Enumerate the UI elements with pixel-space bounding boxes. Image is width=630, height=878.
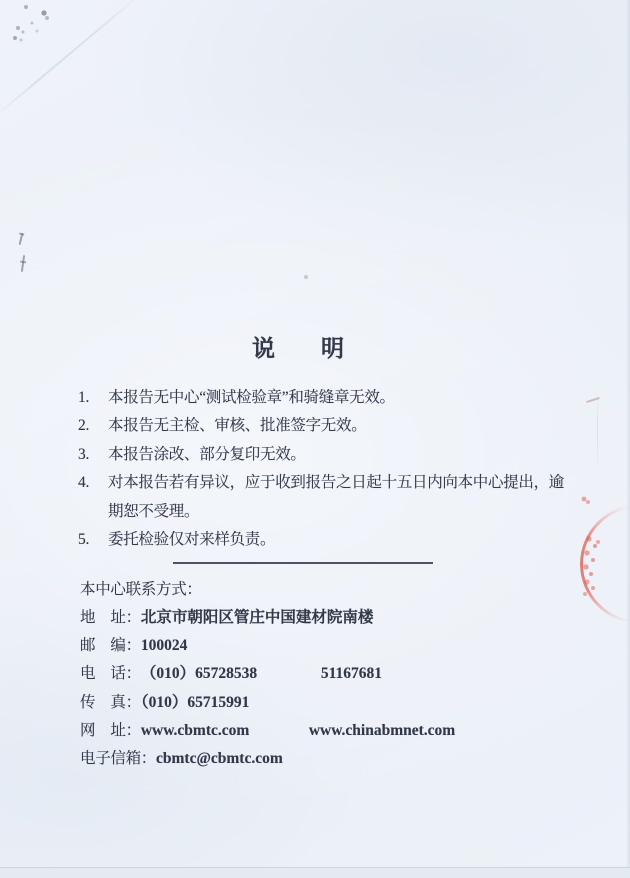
note-item-4 [78,469,572,526]
note-number: 4. [78,474,90,492]
contact-label: 电子信箱： [80,749,157,767]
note-text: 对本报告若有异议，应于收到报告之日起十五日内向本中心提出，逾期恕不受理。 [108,474,565,520]
divider-line [173,562,433,564]
contact-label: 电 话： [80,665,141,683]
contact-row-postcode [80,632,580,660]
contact-value-secondary: www.chinabmnet.com [308,721,456,739]
notes-list [78,384,572,554]
note-text: 本报告无主检、审核、批准签字无效。 [108,417,367,435]
paper-crease-top-left [0,0,145,118]
red-seal-stamp-glyphs [0,0,2,2]
contact-heading: 本中心联系方式： [80,581,202,598]
contact-label: 邮 编： [80,637,141,655]
note-number: 5. [78,531,90,549]
contact-label: 地 址： [80,609,141,626]
contact-value: www.cbmtc.com [140,721,250,739]
paper-edge-bottom [0,867,630,878]
title-char-2: 明 [321,336,344,361]
note-number: 2. [78,417,90,435]
paper-edge-right [626,0,630,878]
page-title [170,330,426,363]
title-char-1: 说 [252,336,275,361]
pencil-mark-2 [21,255,25,272]
contact-label: 传 真： [80,693,141,711]
note-text: 本报告无中心“测试检验章”和骑缝章无效。 [108,389,395,406]
red-seal-stamp-arc [580,504,630,624]
note-item-1 [78,384,572,412]
paper-crease-right [597,390,598,472]
contact-value-secondary: 51167681 [320,665,382,683]
contact-label: 网 址： [80,721,141,739]
contact-row-email [80,745,580,773]
note-number: 3. [78,445,90,463]
contact-row-fax [80,689,580,717]
contact-value: 北京市朝阳区管庄中国建材院南楼 [140,609,374,626]
contact-row-phone [80,660,580,688]
contact-row-website [80,717,580,745]
note-number: 1. [78,389,90,406]
contact-value: 100024 [140,637,188,655]
note-text: 本报告涂改、部分复印无效。 [108,445,306,463]
note-item-2 [78,412,572,440]
note-text: 委托检验仅对来样负责。 [108,531,276,549]
note-item-3 [78,441,572,469]
contact-block [80,604,580,773]
contact-value: （010）65728538 [140,665,258,683]
contact-row-address [80,604,580,632]
note-item-5 [78,526,572,554]
pencil-mark-1 [19,233,24,245]
contact-value: （010）65715991 [140,693,250,711]
contact-value: cbmtc@cbmtc.com [156,749,283,767]
